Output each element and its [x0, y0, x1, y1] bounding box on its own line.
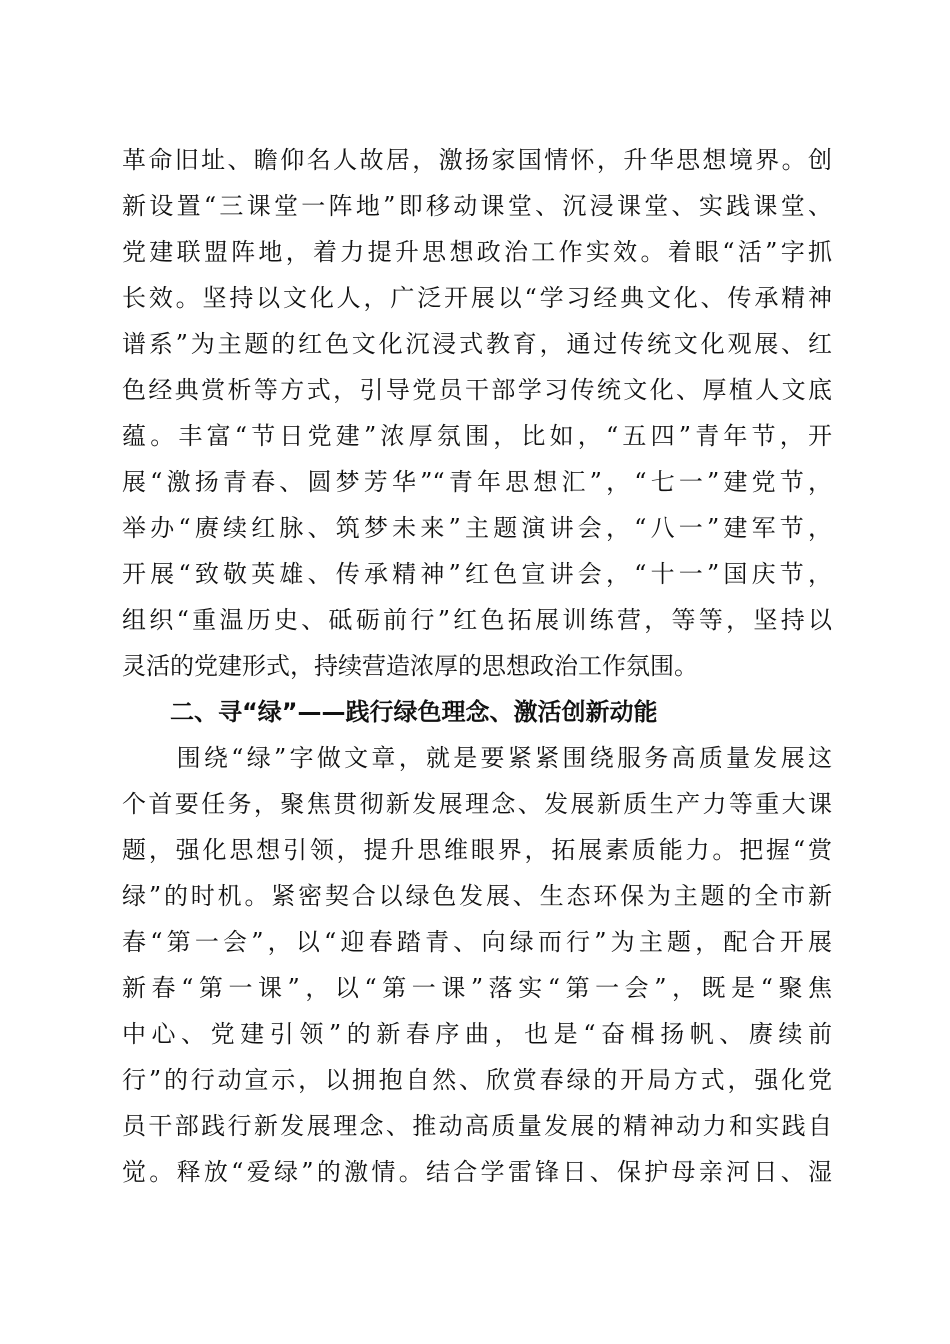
paragraph-2-line: 围绕“绿”字做文章，就是要紧紧围绕服务高质量发展这 — [122, 744, 832, 772]
paragraph-2-line: 中心、党建引领”的新春序曲，也是“奋楫扬帆、赓续前 — [122, 1020, 832, 1048]
paragraph-2-line: 员干部践行新发展理念、推动高质量发展的精神动力和实践自 — [122, 1112, 832, 1140]
paragraph-2-line: 行”的行动宣示，以拥抱自然、欣赏春绿的开局方式，强化党 — [122, 1066, 832, 1094]
paragraph-2-line: 觉。释放“爱绿”的激情。结合学雷锋日、保护母亲河日、湿 — [122, 1158, 832, 1186]
paragraph-1-line: 蕴。丰富“节日党建”浓厚氛围，比如，“五四”青年节，开 — [122, 422, 832, 450]
paragraph-1-line: 色经典赏析等方式，引导党员干部学习传统文化、厚植人文底 — [122, 376, 832, 404]
paragraph-1-line: 展“激扬青春、圆梦芳华”“青年思想汇”，“七一”建党节， — [122, 468, 832, 496]
paragraph-1-line: 党建联盟阵地，着力提升思想政治工作实效。着眼“活”字抓 — [122, 238, 832, 266]
paragraph-2-line: 题，强化思想引领，提升思维眼界，拓展素质能力。把握“赏 — [122, 836, 832, 864]
paragraph-1-line: 举办“赓续红脉、筑梦未来”主题演讲会，“八一”建军节， — [122, 514, 832, 542]
paragraph-1-line: 长效。坚持以文化人，广泛开展以“学习经典文化、传承精神 — [122, 284, 832, 312]
paragraph-2-line: 绿”的时机。紧密契合以绿色发展、生态环保为主题的全市新 — [122, 882, 832, 910]
paragraph-2-line: 新春“第一课”，以“第一课”落实“第一会”，既是“聚焦 — [122, 974, 832, 1002]
paragraph-1-line: 革命旧址、瞻仰名人故居，激扬家国情怀，升华思想境界。创 — [122, 146, 832, 174]
paragraph-1-line: 新设置“三课堂一阵地”即移动课堂、沉浸课堂、实践课堂、 — [122, 192, 832, 220]
paragraph-2-line: 个首要任务，聚焦贯彻新发展理念、发展新质生产力等重大课 — [122, 790, 832, 818]
paragraph-1-line: 灵活的党建形式，持续营造浓厚的思想政治工作氛围。 — [122, 652, 698, 680]
paragraph-1-line: 谱系”为主题的红色文化沉浸式教育，通过传统文化观展、红 — [122, 330, 832, 358]
section-heading: 二、寻“绿”——践行绿色理念、激活创新动能 — [170, 698, 658, 726]
paragraph-1-line: 组织“重温历史、砥砺前行”红色拓展训练营，等等，坚持以 — [122, 606, 832, 634]
paragraph-1-line: 开展“致敬英雄、传承精神”红色宣讲会，“十一”国庆节， — [122, 560, 832, 588]
paragraph-2-line: 春“第一会”，以“迎春踏青、向绿而行”为主题，配合开展 — [122, 928, 832, 956]
